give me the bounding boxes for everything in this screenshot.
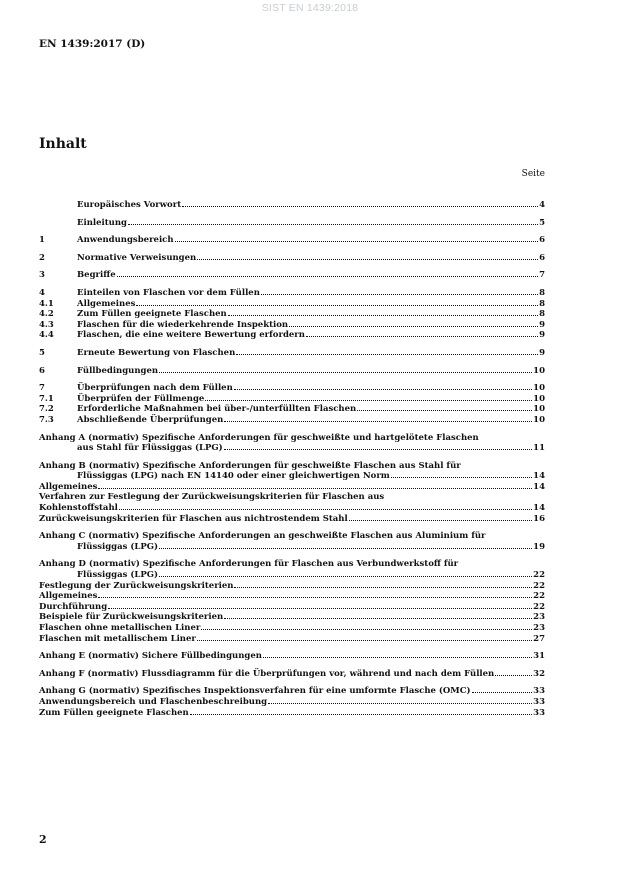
toc-entry-page: 31 bbox=[533, 651, 545, 662]
toc-entry[interactable] bbox=[39, 383, 545, 394]
toc-entry-page: 22 bbox=[533, 580, 545, 591]
toc-entry-page: 4 bbox=[539, 200, 545, 210]
toc-entry-title: Anhang G (normativ) Spezifisches Inspektionsverfahren für eine umformte Flasche (OMC) bbox=[39, 686, 471, 697]
dot-leader bbox=[268, 703, 532, 704]
toc-entry-page: 10 bbox=[533, 404, 545, 415]
toc-entry-title: Anwendungsbereich bbox=[77, 235, 174, 246]
toc-entry-title: Durchführung bbox=[39, 601, 108, 612]
toc-entry[interactable] bbox=[39, 366, 545, 377]
dot-leader bbox=[128, 224, 538, 225]
toc-entry-page: 10 bbox=[533, 365, 545, 376]
toc-entry-title: Einteilen von Flaschen vor dem Füllen bbox=[77, 287, 260, 298]
toc-entry-number bbox=[39, 218, 77, 229]
toc-entry-title: Allgemeines bbox=[39, 591, 98, 602]
toc-entry-title: Flüssiggas (LPG) nach EN 14140 oder einer gleichwertigen Norm bbox=[77, 471, 390, 482]
toc-entry-number: 7.1 bbox=[39, 393, 54, 404]
toc-entry-title: Überprüfungen nach dem Füllen bbox=[77, 383, 233, 394]
toc-entry-page: 11 bbox=[533, 443, 545, 454]
toc-entry-number: 7 bbox=[39, 383, 45, 394]
toc-entry-title: Allgemeines bbox=[39, 481, 98, 492]
toc-group bbox=[39, 669, 545, 680]
toc-entry[interactable] bbox=[39, 623, 545, 634]
toc-entry-number: 4.4 bbox=[39, 330, 54, 341]
toc-entry[interactable] bbox=[39, 348, 545, 359]
toc-entry[interactable] bbox=[39, 394, 545, 405]
toc-entry-page: 10 bbox=[533, 383, 545, 394]
toc-entry[interactable] bbox=[39, 433, 545, 454]
toc-entry-number: 7.2 bbox=[39, 404, 54, 415]
toc-group bbox=[39, 270, 545, 281]
toc-entry-page: 9 bbox=[539, 330, 545, 341]
dot-leader bbox=[108, 608, 532, 609]
dot-leader bbox=[182, 206, 538, 207]
dot-leader bbox=[159, 372, 532, 373]
toc-entry-title: Abschließende Überprüfungen bbox=[77, 414, 224, 425]
toc-entry[interactable] bbox=[39, 686, 545, 697]
dot-leader bbox=[119, 509, 532, 510]
dot-leader bbox=[98, 488, 532, 489]
toc-entry-number bbox=[39, 200, 77, 211]
toc-entry[interactable] bbox=[39, 697, 545, 708]
toc-entry-page: 16 bbox=[533, 513, 545, 524]
dot-leader bbox=[224, 618, 532, 619]
toc-entry[interactable] bbox=[39, 602, 545, 613]
toc-group bbox=[39, 651, 545, 662]
toc-entry-page: 22 bbox=[533, 601, 545, 612]
dot-leader bbox=[306, 336, 538, 337]
toc-entry-title: Zum Füllen geeignete Flaschen bbox=[39, 707, 189, 718]
dot-leader bbox=[136, 305, 538, 306]
dot-leader bbox=[201, 629, 532, 630]
toc-entry-page: 19 bbox=[533, 541, 545, 552]
page-number: 2 bbox=[39, 833, 47, 846]
toc-entry-page: 22 bbox=[533, 570, 545, 581]
toc-group bbox=[39, 383, 545, 425]
toc-entry-page: 14 bbox=[533, 471, 545, 482]
toc-entry-title: Überprüfen der Füllmenge bbox=[77, 393, 205, 404]
toc-entry-title: Zurückweisungskriterien für Flaschen aus nichtrostendem Stahl bbox=[39, 513, 348, 524]
toc-group bbox=[39, 686, 545, 718]
toc-group bbox=[39, 218, 545, 229]
toc-group bbox=[39, 461, 545, 525]
dot-leader bbox=[224, 449, 532, 450]
toc-entry[interactable] bbox=[39, 591, 545, 602]
toc-entry[interactable] bbox=[39, 634, 545, 645]
toc-entry-title: Flaschen, die eine weitere Bewertung erfordern bbox=[77, 330, 305, 341]
toc-entry-page: 33 bbox=[533, 686, 545, 697]
toc-entry[interactable] bbox=[39, 309, 545, 320]
dot-leader bbox=[236, 354, 538, 355]
toc-entry[interactable] bbox=[39, 708, 545, 719]
toc-entry-number: 1 bbox=[39, 235, 45, 246]
toc-entry-page: 9 bbox=[539, 319, 545, 330]
toc-entry[interactable] bbox=[39, 461, 545, 482]
dot-leader bbox=[263, 657, 532, 658]
dot-leader bbox=[197, 259, 538, 260]
document-id: EN 1439:2017 (D) bbox=[39, 38, 146, 50]
toc-entry-number: 2 bbox=[39, 252, 45, 263]
dot-leader bbox=[472, 692, 533, 693]
toc-entry-page: 10 bbox=[533, 393, 545, 404]
toc-entry-page: 6 bbox=[539, 235, 545, 246]
toc-entry[interactable] bbox=[39, 651, 545, 662]
watermark: SIST EN 1439:2018 bbox=[261, 2, 359, 14]
dot-leader bbox=[391, 477, 532, 478]
dot-leader bbox=[197, 640, 532, 641]
toc-entry-title: Flaschen mit metallischem Liner bbox=[39, 633, 196, 644]
toc-entry[interactable] bbox=[39, 200, 545, 211]
dot-leader bbox=[495, 675, 532, 676]
toc-entry-title: Begriffe bbox=[77, 270, 116, 281]
toc-entry[interactable] bbox=[39, 612, 545, 623]
toc-entry[interactable] bbox=[39, 235, 545, 246]
toc-entry-page: 9 bbox=[539, 347, 545, 358]
toc-entry[interactable] bbox=[39, 531, 545, 552]
toc-entry-title: Beispiele für Zurückweisungskriterien bbox=[39, 612, 224, 623]
toc-entry-number: 5 bbox=[39, 347, 45, 358]
dot-leader bbox=[228, 315, 538, 316]
dot-leader bbox=[190, 714, 532, 715]
toc-entry[interactable] bbox=[39, 253, 545, 264]
toc-entry-title: Flaschen ohne metallischen Liner bbox=[39, 623, 201, 633]
toc-entry-page: 7 bbox=[539, 270, 545, 281]
toc-group bbox=[39, 235, 545, 246]
toc-entry-number: 4.1 bbox=[39, 298, 54, 309]
page-column-label: Seite bbox=[521, 169, 545, 179]
toc-entry-title: Anhang A (normativ) Spezifische Anforderungen für geschweißte und hartgelötete Flaschen bbox=[39, 432, 479, 443]
toc-entry-title: aus Stahl für Flüssiggas (LPG) bbox=[77, 443, 223, 454]
toc-entry-number: 6 bbox=[39, 365, 45, 376]
toc-entry-title: Flaschen für die wiederkehrende Inspektion bbox=[77, 319, 289, 330]
dot-leader bbox=[357, 410, 532, 411]
toc-entry[interactable] bbox=[39, 270, 545, 281]
toc-entry-page: 8 bbox=[539, 309, 545, 320]
toc-entry-page: 27 bbox=[533, 633, 545, 644]
toc-entry-title: Anhang B (normativ) Spezifische Anforderungen für geschweißte Flaschen aus Stahl für bbox=[39, 460, 461, 471]
dot-leader bbox=[234, 587, 532, 588]
toc-entry-number: 3 bbox=[39, 270, 45, 281]
toc-entry[interactable] bbox=[39, 514, 545, 525]
dot-leader bbox=[117, 276, 538, 277]
toc-group bbox=[39, 253, 545, 264]
toc-entry-title: Anwendungsbereich und Flaschenbeschreibung bbox=[39, 696, 268, 707]
toc-entry-title: Verfahren zur Festlegung der Zurückweisungskriterien für Flaschen aus bbox=[39, 492, 385, 503]
toc-entry[interactable] bbox=[39, 492, 545, 513]
toc-entry-number: 4.3 bbox=[39, 319, 54, 330]
dot-leader bbox=[261, 294, 538, 295]
toc-entry-title: Kohlenstoffstahl bbox=[39, 503, 118, 514]
toc-group bbox=[39, 288, 545, 341]
dot-leader bbox=[98, 597, 532, 598]
toc-entry[interactable] bbox=[39, 330, 545, 341]
toc-entry-page: 8 bbox=[539, 287, 545, 298]
toc-entry[interactable] bbox=[39, 288, 545, 299]
toc-entry-title: Einleitung bbox=[77, 217, 127, 228]
toc-entry-page: 8 bbox=[539, 298, 545, 309]
toc-entry-title: Zum Füllen geeignete Flaschen bbox=[77, 309, 227, 320]
toc-entry[interactable] bbox=[39, 669, 545, 680]
dot-leader bbox=[175, 241, 539, 242]
toc-entry-title: Festlegung der Zurückweisungskriterien bbox=[39, 580, 234, 591]
toc-entry-number: 4 bbox=[39, 287, 45, 298]
toc-entry-page: 5 bbox=[539, 217, 545, 228]
page-title: Inhalt bbox=[39, 136, 87, 152]
toc-entry[interactable] bbox=[39, 581, 545, 592]
toc-group bbox=[39, 348, 545, 359]
toc-entry-title: Anhang D (normativ) Spezifische Anforderungen für Flaschen aus Verbundwerkstoff für bbox=[39, 559, 459, 570]
toc-entry-page: 23 bbox=[533, 623, 545, 633]
toc-entry-page: 33 bbox=[533, 707, 545, 718]
toc-entry-title: Allgemeines bbox=[77, 298, 136, 309]
toc-entry-title: Erforderliche Maßnahmen bei über-/unterfüllten Flaschen bbox=[77, 404, 357, 415]
toc-entry-page: 32 bbox=[533, 668, 545, 679]
toc-group bbox=[39, 366, 545, 377]
toc-group bbox=[39, 559, 545, 644]
toc-entry-title: Flüssiggas (LPG) bbox=[77, 541, 159, 552]
toc-entry-title: Anhang C (normativ) Spezifische Anforderungen an geschweißte Flaschen aus Aluminium für bbox=[39, 531, 486, 542]
toc-entry-page: 22 bbox=[533, 591, 545, 602]
toc-entry[interactable] bbox=[39, 482, 545, 493]
toc-entry-title: Anhang F (normativ) Flussdiagramm für die Überprüfungen vor, während und nach dem Füllen bbox=[39, 668, 495, 679]
toc-entry[interactable] bbox=[39, 218, 545, 229]
dot-leader bbox=[349, 520, 532, 521]
dot-leader bbox=[289, 326, 538, 327]
toc-entry-title: Füllbedingungen bbox=[77, 365, 159, 376]
toc-entry[interactable] bbox=[39, 415, 545, 426]
toc-entry-title: Normative Verweisungen bbox=[77, 252, 197, 263]
toc-entry[interactable] bbox=[39, 320, 545, 331]
dot-leader bbox=[205, 400, 532, 401]
toc-entry-title: Anhang E (normativ) Sichere Füllbedingungen bbox=[39, 651, 262, 662]
toc-entry-page: 6 bbox=[539, 252, 545, 263]
toc-entry-page: 33 bbox=[533, 696, 545, 707]
toc-entry-number: 7.3 bbox=[39, 414, 54, 425]
toc-entry-title: Flüssiggas (LPG) bbox=[77, 570, 159, 581]
toc-entry-page: 10 bbox=[533, 414, 545, 425]
dot-leader bbox=[159, 576, 532, 577]
toc-entry-page: 14 bbox=[533, 503, 545, 514]
dot-leader bbox=[224, 421, 532, 422]
toc-group bbox=[39, 433, 545, 454]
toc-entry-number: 4.2 bbox=[39, 309, 54, 320]
table-of-contents bbox=[39, 200, 545, 725]
toc-entry-page: 14 bbox=[533, 481, 545, 492]
dot-leader bbox=[234, 389, 532, 390]
toc-entry-title: Erneute Bewertung von Flaschen bbox=[77, 347, 236, 358]
toc-entry-page: 23 bbox=[533, 612, 545, 623]
toc-group bbox=[39, 200, 545, 211]
dot-leader bbox=[159, 548, 532, 549]
toc-group bbox=[39, 531, 545, 552]
toc-entry-title: Europäisches Vorwort bbox=[77, 200, 182, 210]
toc-entry[interactable] bbox=[39, 404, 545, 415]
toc-entry[interactable] bbox=[39, 559, 545, 580]
toc-entry[interactable] bbox=[39, 299, 545, 310]
